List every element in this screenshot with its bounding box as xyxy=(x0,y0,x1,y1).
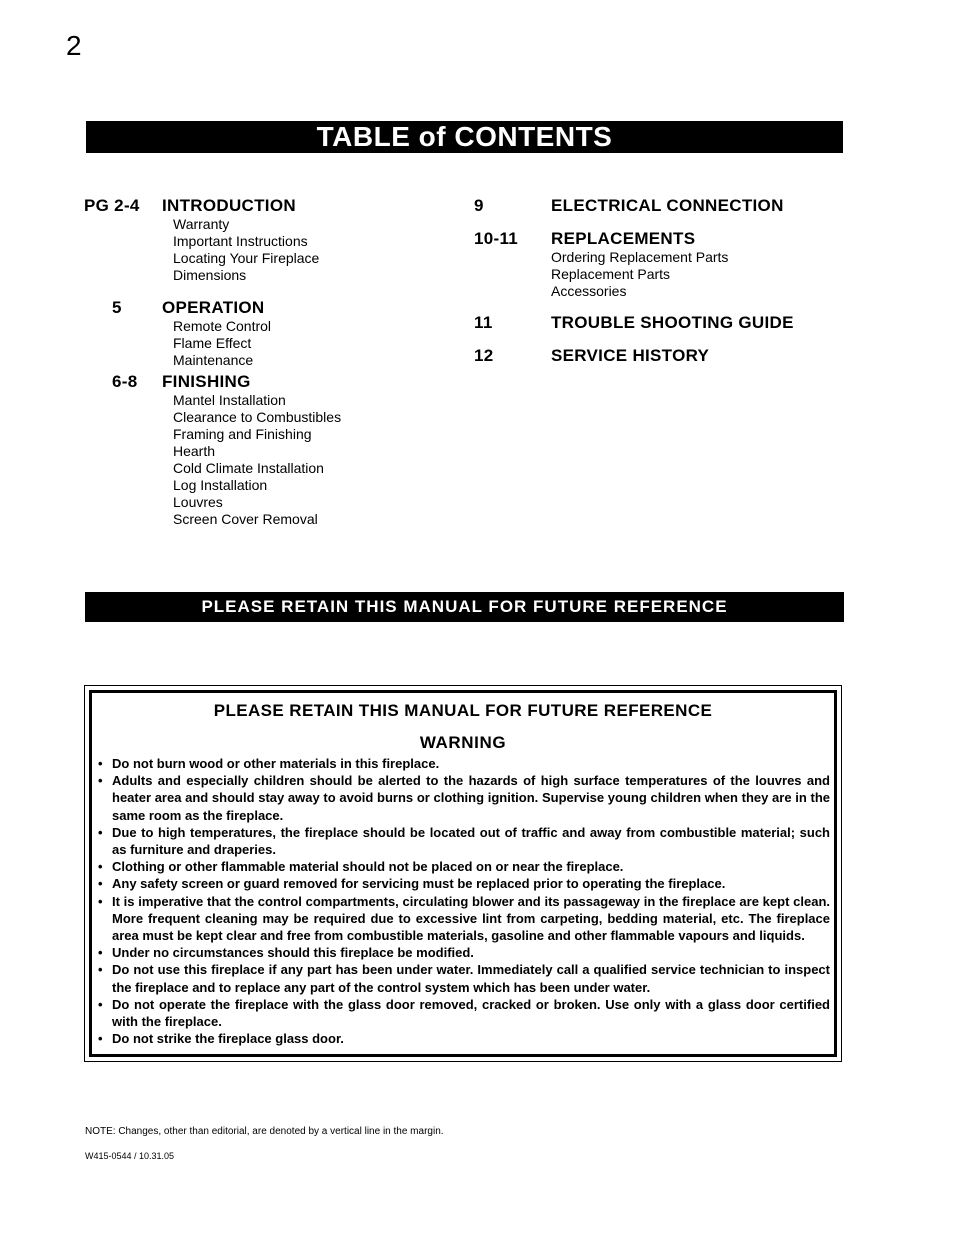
toc-subitem: Replacement Parts xyxy=(551,266,671,282)
toc-page-number: 10-11 xyxy=(474,229,519,248)
toc-section-title: INTRODUCTION xyxy=(162,196,296,215)
warning-item xyxy=(96,1030,830,1047)
warning-item-text: It is imperative that the control compartments, circulating blower and its passageway in the fireplace are kept clean. More frequent cleaning may be required due to excessive lint from carpeting, bedding material, etc. The fireplace area must be kept clear and free from combustible materials, gasoline and other flammable vapours and liquids. xyxy=(112,893,830,944)
retain-manual-banner: PLEASE RETAIN THIS MANUAL FOR FUTURE REFERENCE xyxy=(85,592,844,622)
toc-subitem: Screen Cover Removal xyxy=(173,511,318,527)
bullet-icon: • xyxy=(98,893,103,909)
margin-note: NOTE: Changes, other than editorial, are denoted by a vertical line in the margin. xyxy=(85,1126,444,1137)
bullet-icon: • xyxy=(98,945,103,961)
bullet-icon: • xyxy=(98,824,103,840)
toc-subitem: Accessories xyxy=(551,283,627,299)
toc-section xyxy=(474,196,894,216)
page-title: TABLE of CONTENTS xyxy=(86,121,843,153)
warning-item xyxy=(96,944,830,961)
warning-box xyxy=(84,685,842,1062)
toc-subitem: Locating Your Fireplace xyxy=(173,250,320,266)
bullet-icon: • xyxy=(98,756,103,771)
warning-item-text: Adults and especially children should be alerted to the hazards of high surface temperatures of the louvres and heater area and should stay away to avoid burns or clothing ignition. Supervise young children when they are in the same room as the fireplace. xyxy=(112,773,830,823)
warning-item xyxy=(96,772,830,824)
toc-page-number: 9 xyxy=(474,196,484,215)
toc-subitem: Flame Effect xyxy=(173,335,252,351)
toc-right-column xyxy=(474,196,894,366)
warning-item xyxy=(96,858,830,875)
toc-subitem: Remote Control xyxy=(173,318,272,334)
toc-subitem: Mantel Installation xyxy=(173,392,286,408)
page-number: 2 xyxy=(66,30,82,61)
warning-item-text: Do not strike the fireplace glass door. xyxy=(112,1031,344,1047)
toc-left-column xyxy=(84,196,444,528)
warning-item xyxy=(96,996,830,1030)
warning-item xyxy=(96,961,830,995)
toc-subitem: Maintenance xyxy=(173,352,254,368)
toc-section xyxy=(84,372,444,528)
bullet-icon: • xyxy=(98,996,103,1012)
bullet-icon: • xyxy=(98,859,103,875)
toc-subitem: Warranty xyxy=(173,216,230,232)
toc-subitem: Important Instructions xyxy=(173,233,308,249)
warning-box-inner xyxy=(89,690,837,1057)
document-code: W415-0544 / 10.31.05 xyxy=(85,1151,175,1161)
warning-item-text: Do not operate the fireplace with the glass door removed, cracked or broken. Use only with a glass door certified with the fireplace. xyxy=(112,996,830,1030)
warning-item-text: Any safety screen or guard removed for servicing must be replaced prior to operating the fireplace. xyxy=(112,876,726,892)
toc-subitem: Framing and Finishing xyxy=(173,426,312,442)
warning-title: WARNING xyxy=(419,733,507,752)
toc-subitem: Cold Climate Installation xyxy=(173,460,324,476)
toc-page-number: 11 xyxy=(474,313,493,332)
toc-subitem: Ordering Replacement Parts xyxy=(551,249,729,265)
toc-section-title: FINISHING xyxy=(162,372,251,391)
bullet-icon: • xyxy=(98,876,103,892)
warning-item-text: Do not use this fireplace if any part has been under water. Immediately call a qualified service technician to inspect the fireplace and to replace any part of the control system which has been under water. xyxy=(112,962,830,995)
warning-item xyxy=(96,824,830,858)
toc-section xyxy=(84,196,444,284)
warning-item-text: Clothing or other flammable material should not be placed on or near the fireplace. xyxy=(112,859,624,875)
warning-item xyxy=(96,875,830,892)
warning-item xyxy=(96,755,830,772)
warning-item-text: Under no circumstances should this fireplace be modified. xyxy=(112,945,474,961)
toc-section xyxy=(474,229,894,300)
toc-subitem: Hearth xyxy=(173,443,216,459)
toc-section-title: SERVICE HISTORY xyxy=(551,346,710,365)
toc-section xyxy=(474,346,894,366)
toc-section-title: ELECTRICAL CONNECTION xyxy=(551,196,784,215)
toc-section xyxy=(474,313,894,333)
bullet-icon: • xyxy=(98,1031,103,1047)
warning-item-text: Due to high temperatures, the fireplace should be located out of traffic and away from combustible material; such as furniture and draperies. xyxy=(112,824,830,858)
toc-section xyxy=(84,298,444,369)
warning-item xyxy=(96,893,830,945)
toc-subitem: Log Installation xyxy=(173,477,268,493)
toc-section-title: OPERATION xyxy=(162,298,265,317)
toc-subitem: Dimensions xyxy=(173,267,247,283)
toc-section-title: REPLACEMENTS xyxy=(551,229,696,248)
toc-page-number: PG 2-4 xyxy=(84,196,140,215)
toc-section-title: TROUBLE SHOOTING GUIDE xyxy=(551,313,794,332)
toc-subitem: Louvres xyxy=(173,494,223,510)
warning-item-text: Do not burn wood or other materials in this fireplace. xyxy=(112,756,440,771)
warning-list xyxy=(96,755,830,1047)
toc-page-number: 6-8 xyxy=(112,372,138,391)
bullet-icon: • xyxy=(98,773,103,789)
toc-page-number: 12 xyxy=(474,346,494,365)
bullet-icon: • xyxy=(98,962,103,978)
warning-box-heading: PLEASE RETAIN THIS MANUAL FOR FUTURE REFERENCE xyxy=(213,701,713,720)
toc-subitem: Clearance to Combustibles xyxy=(173,409,342,425)
toc-page-number: 5 xyxy=(112,298,122,317)
